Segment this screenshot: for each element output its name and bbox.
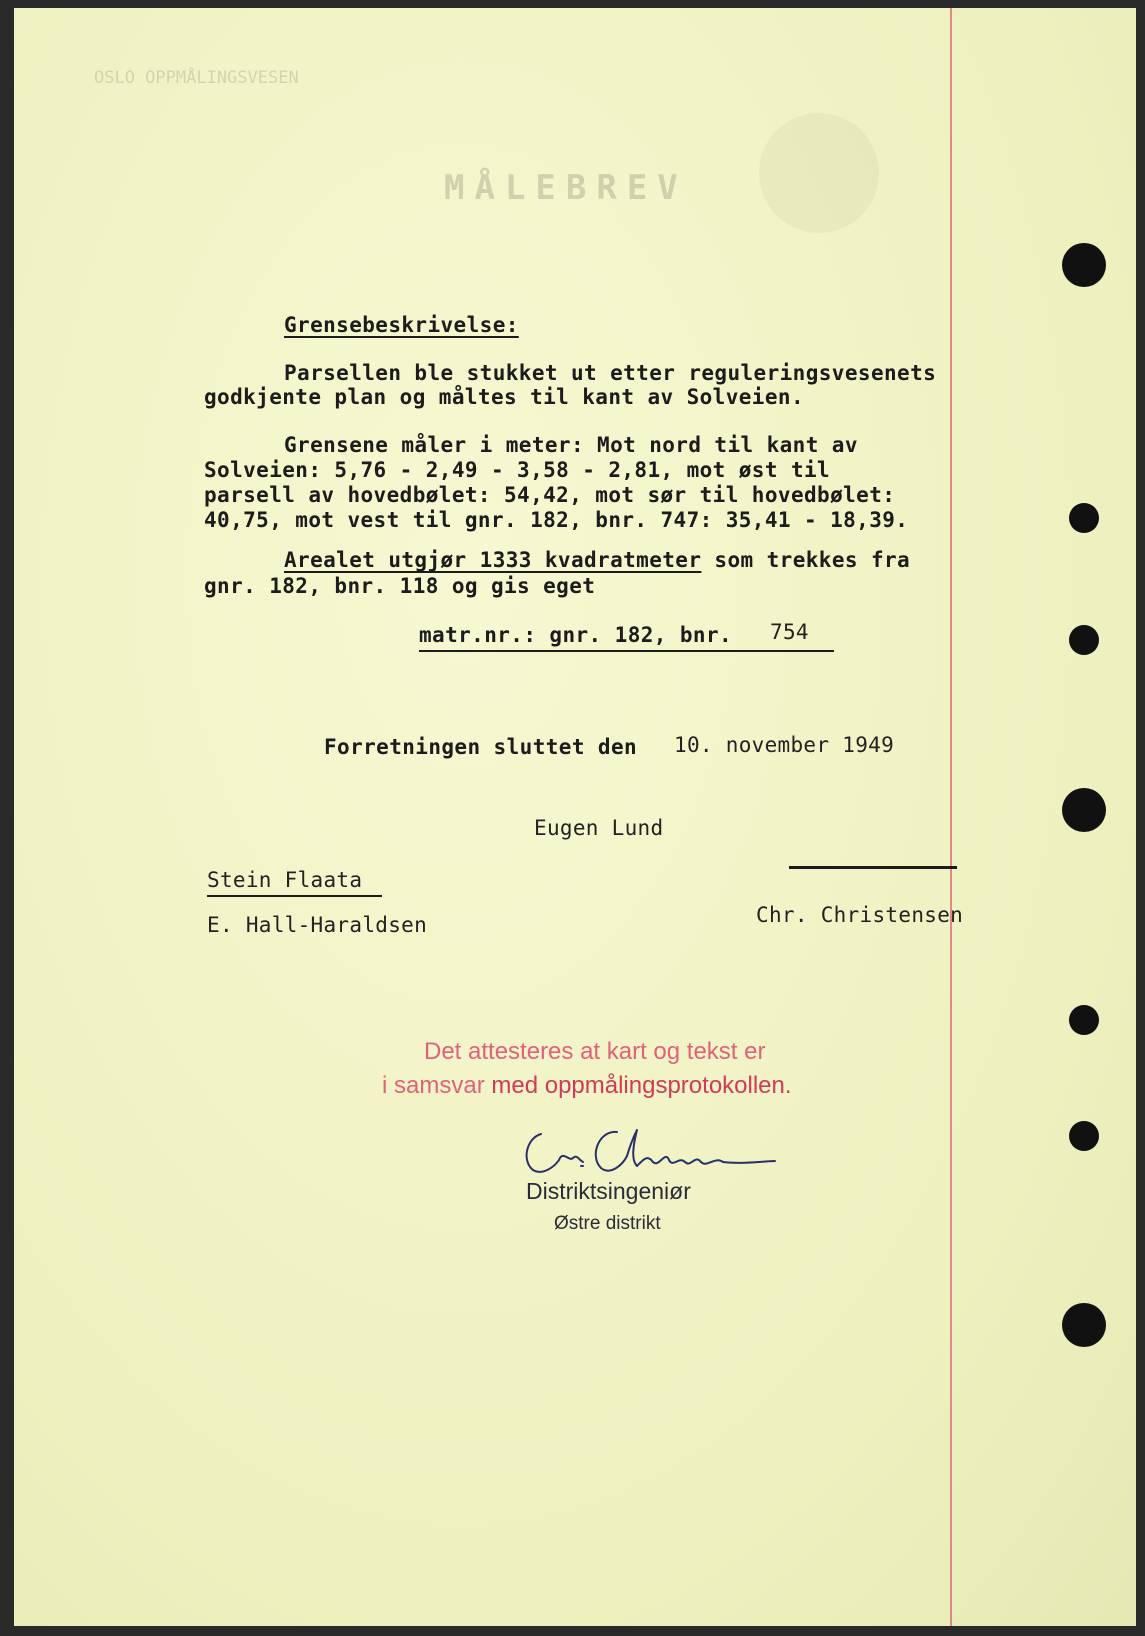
stamp-line2-a: i samsvar (382, 1072, 492, 1099)
signature-line-left (207, 895, 382, 897)
punch-hole (1062, 788, 1106, 832)
margin-line (950, 8, 952, 1626)
signature-eugen-lund: Eugen Lund (534, 816, 664, 840)
stamp-title: Distriktsingeniør (526, 1178, 691, 1204)
matr-underline (419, 650, 834, 652)
stamp-line2-b: med oppmålingsprotokollen. (491, 1072, 792, 1099)
section-heading: Grensebeskrivelse: (284, 313, 519, 337)
signature-chr-christensen: Chr. Christensen (756, 903, 964, 927)
punch-hole (1069, 1121, 1099, 1151)
punch-hole (1062, 243, 1106, 287)
area-statement-rest: som trekkes fra (701, 548, 911, 572)
paragraph3-line1 (284, 548, 910, 572)
paragraph2-line4: 40,75, mot vest til gnr. 182, bnr. 747: 35,41 - 18,39. (204, 508, 909, 532)
punch-hole (1069, 503, 1099, 533)
signature-line-right (789, 866, 957, 869)
faint-reverse-title: MÅLEBREV (444, 168, 688, 208)
faint-reverse-text: OSLO OPPMÅLINGSVESEN (94, 68, 299, 88)
area-statement: Arealet utgjør 1333 kvadratmeter (284, 548, 702, 572)
signature-hall-haraldsen: E. Hall-Haraldsen (207, 913, 428, 937)
stamp-district: Østre distrikt (554, 1213, 661, 1234)
stamp-line1: Det attesteres at kart og tekst er (424, 1038, 766, 1065)
paragraph3-line2: gnr. 182, bnr. 118 og gis eget (204, 574, 596, 598)
paragraph2-line3: parsell av hovedbølet: 54,42, mot sør til hovedbølet: (204, 483, 896, 507)
handwritten-signature (519, 1120, 779, 1180)
stamp-line2 (382, 1072, 792, 1100)
signature-stein-flaata: Stein Flaata (207, 868, 363, 892)
paragraph1-line1: Parsellen ble stukket ut etter reguleringsvesenets (284, 361, 937, 385)
matr-label: matr.nr.: gnr. 182, bnr. (419, 623, 733, 647)
punch-hole (1062, 1303, 1106, 1347)
closing-date: 10. november 1949 (674, 733, 895, 757)
paragraph1-line2: godkjente plan og måltes til kant av Solveien. (204, 385, 804, 409)
punch-hole (1069, 625, 1099, 655)
closing-label: Forretningen sluttet den (324, 735, 638, 759)
faint-seal-watermark (759, 113, 879, 233)
paragraph2-line2: Solveien: 5,76 - 2,49 - 3,58 - 2,81, mot øst til (204, 458, 831, 482)
punch-hole (1069, 1005, 1099, 1035)
paragraph2-line1: Grensene måler i meter: Mot nord til kant av (284, 433, 858, 457)
document-page (14, 8, 1136, 1626)
matr-number: 754 (770, 620, 809, 644)
